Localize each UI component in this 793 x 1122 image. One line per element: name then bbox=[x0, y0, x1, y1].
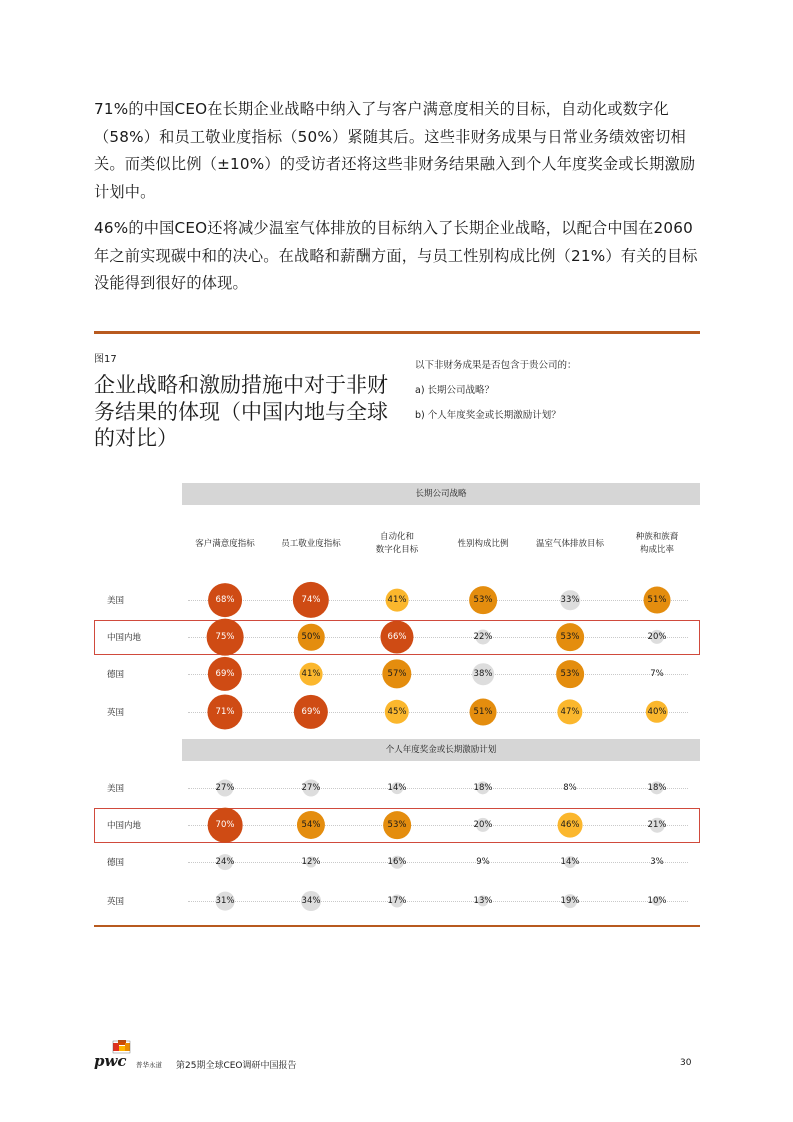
column-header: 客户满意度指标 bbox=[195, 538, 255, 549]
row-label: 中国内地 bbox=[107, 633, 142, 643]
report-title: 第25期全球CEO调研中国报告 bbox=[176, 1061, 297, 1071]
value-label: 10% bbox=[647, 896, 667, 906]
page-number: 30 bbox=[680, 1058, 692, 1068]
value-label: 46% bbox=[560, 820, 580, 830]
value-label: 27% bbox=[215, 783, 235, 793]
intro-paragraph-2: 46%的中国CEO还将减少温室气体排放的目标纳入了长期企业战略，以配合中国在2060年之前实现碳中和的决心。在战略和薪酬方面，与员工性别构成比例（21%）有关的目标没能得到很好的体现。 bbox=[94, 219, 698, 292]
value-label: 54% bbox=[301, 820, 321, 830]
value-label: 66% bbox=[387, 632, 407, 642]
figure-top-rule bbox=[94, 331, 700, 334]
value-label: 33% bbox=[560, 595, 580, 605]
row-label: 英国 bbox=[107, 708, 125, 718]
row-label: 德国 bbox=[107, 670, 125, 680]
value-label: 51% bbox=[473, 707, 493, 717]
value-label: 40% bbox=[647, 707, 667, 717]
column-header: 性别构成比例 bbox=[457, 538, 509, 549]
value-label: 9% bbox=[476, 857, 490, 867]
column-header: 温室气体排放目标 bbox=[535, 538, 604, 549]
value-label: 53% bbox=[560, 632, 580, 642]
value-label: 57% bbox=[387, 669, 407, 679]
value-label: 20% bbox=[647, 632, 667, 642]
value-label: 51% bbox=[647, 595, 667, 605]
value-label: 14% bbox=[560, 857, 580, 867]
value-label: 38% bbox=[473, 669, 493, 679]
row-label: 英国 bbox=[107, 897, 125, 907]
value-label: 19% bbox=[560, 896, 580, 906]
figure-title: 企业战略和激励措施中对于非财务结果的体现（中国内地与全球的对比） bbox=[94, 373, 388, 450]
row-guide-line bbox=[188, 862, 688, 863]
row-guide-line bbox=[188, 788, 688, 789]
value-label: 53% bbox=[387, 820, 407, 830]
value-label: 70% bbox=[215, 820, 235, 830]
value-label: 7% bbox=[650, 669, 664, 679]
figure-label: 图17 bbox=[94, 354, 117, 365]
column-header: 种族和族裔 构成比率 bbox=[635, 532, 679, 555]
pwc-tagline: 普华永道 bbox=[136, 1061, 162, 1069]
value-label: 22% bbox=[473, 632, 493, 642]
row-guide-line bbox=[188, 712, 688, 713]
value-label: 12% bbox=[301, 857, 321, 867]
value-label: 31% bbox=[215, 896, 235, 906]
value-label: 69% bbox=[215, 669, 235, 679]
value-label: 41% bbox=[387, 595, 407, 605]
value-label: 14% bbox=[387, 783, 407, 793]
value-label: 45% bbox=[387, 707, 407, 717]
value-label: 74% bbox=[301, 595, 321, 605]
question-option-a: a) 长期公司战略？ bbox=[415, 385, 495, 396]
figure-bottom-rule bbox=[94, 925, 700, 927]
row-label: 德国 bbox=[107, 858, 125, 868]
value-label: 17% bbox=[387, 896, 407, 906]
value-label: 24% bbox=[215, 857, 235, 867]
value-label: 21% bbox=[647, 820, 667, 830]
column-header: 自动化和 数字化目标 bbox=[375, 532, 419, 555]
survey-question bbox=[415, 353, 577, 428]
section-band-strategy: 长期公司战略 bbox=[182, 483, 700, 505]
value-label: 18% bbox=[473, 783, 493, 793]
value-label: 53% bbox=[560, 669, 580, 679]
row-guide-line bbox=[188, 825, 688, 826]
intro-paragraph-1: 71%的中国CEO在长期企业战略中纳入了与客户满意度相关的目标，自动化或数字化（58%）和员工敬业度指标（50%）紧随其后。这些非财务成果与日常业务绩效密切相关。而类似比例（±10%）的受访者还将这些非财务结果融入到个人年度奖金或长期激励计划中。 bbox=[94, 100, 696, 201]
value-label: 34% bbox=[301, 896, 321, 906]
row-label: 美国 bbox=[107, 784, 125, 794]
value-label: 69% bbox=[301, 707, 321, 717]
value-label: 41% bbox=[301, 669, 321, 679]
row-guide-line bbox=[188, 901, 688, 902]
value-label: 20% bbox=[473, 820, 493, 830]
value-label: 27% bbox=[301, 783, 321, 793]
section-band-incentive: 个人年度奖金或长期激励计划 bbox=[182, 739, 700, 761]
value-label: 75% bbox=[215, 632, 235, 642]
pwc-brand: pwc bbox=[94, 1052, 127, 1070]
value-label: 71% bbox=[215, 707, 235, 717]
column-header: 员工敬业度指标 bbox=[281, 538, 341, 549]
row-guide-line bbox=[188, 600, 688, 601]
question-text: 以下非财务成果是否包含于贵公司的： bbox=[415, 360, 577, 371]
row-label: 美国 bbox=[107, 596, 125, 606]
row-guide-line bbox=[188, 674, 688, 675]
value-label: 50% bbox=[301, 632, 321, 642]
value-label: 16% bbox=[387, 857, 407, 867]
value-label: 47% bbox=[560, 707, 580, 717]
value-label: 8% bbox=[563, 783, 577, 793]
row-guide-line bbox=[188, 637, 688, 638]
question-option-b: b) 个人年度奖金或长期激励计划？ bbox=[415, 410, 561, 421]
value-label: 3% bbox=[650, 857, 664, 867]
value-label: 13% bbox=[473, 896, 493, 906]
value-label: 53% bbox=[473, 595, 493, 605]
value-label: 18% bbox=[647, 783, 667, 793]
value-label: 68% bbox=[215, 595, 235, 605]
row-label: 中国内地 bbox=[107, 821, 142, 831]
